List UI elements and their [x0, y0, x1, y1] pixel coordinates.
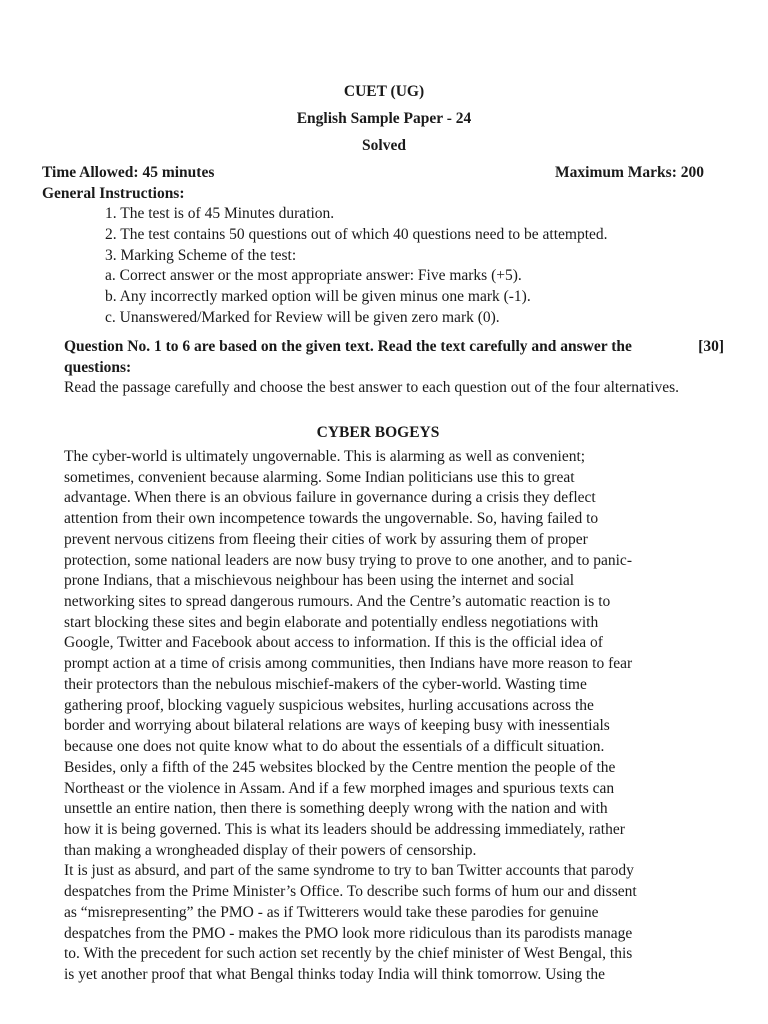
instruction-item: b. Any incorrectly marked option will be given minus one mark (-1). [105, 288, 531, 306]
passage-line: because one does not quite know what to do about the essentials of a difficult situation. [64, 738, 605, 756]
passage-line: gathering proof, blocking vaguely suspicious websites, hurling accusations across the [64, 696, 594, 714]
passage-line: prompt action at a time of crisis among communities, then Indians have more reason to fear [64, 655, 633, 673]
instruction-item: c. Unanswered/Marked for Review will be given zero mark (0). [105, 308, 500, 326]
passage-line: protection, some national leaders are now busy trying to prove to one another, and to panic- [64, 551, 632, 569]
question-heading [64, 337, 724, 378]
passage-line: than making a wrongheaded display of their powers of censorship. [64, 841, 477, 859]
passage-line: prone Indians, that a mischievous neighbour has been using the internet and social [64, 572, 575, 590]
meta-row [42, 163, 704, 183]
instruction-item: 2. The test contains 50 questions out of which 40 questions need to be attempted. [105, 225, 608, 243]
exam-title: CUET (UG) [343, 83, 425, 100]
passage-line: how it is being governed. This is what its leaders should be addressing immediately, rather [64, 820, 625, 838]
passage-line: prevent nervous citizens from fleeing their cities of work by assuring them of proper [64, 530, 588, 548]
passage-line: despatches from the PMO - makes the PMO look more ridiculous than its parodists manage [64, 924, 633, 942]
paper-subtitle: English Sample Paper - 24 [296, 110, 472, 127]
passage-line: as “misrepresenting” the PMO - as if Twitterers would take these parodies for genuine [64, 903, 599, 921]
instruction-item: 1. The test is of 45 Minutes duration. [105, 205, 335, 222]
passage-line: to. With the precedent for such action set recently by the chief minister of West Bengal, this [64, 945, 633, 963]
solved-label: Solved [362, 137, 406, 154]
question-marks: [30] [698, 338, 724, 355]
passage-line: is yet another proof that what Bengal thinks today India will think tomorrow. Using the [64, 965, 605, 983]
question-heading-text: Question No. 1 to 6 are based on the given text. Read the text carefully and answer the questions: [64, 338, 632, 376]
passage-line: Northeast or the violence in Assam. And if a few morphed images and spurious texts can [64, 779, 615, 797]
question-instruction: Read the passage carefully and choose the best answer to each question out of the four alternatives. [64, 379, 680, 396]
passage-line: The cyber-world is ultimately ungovernable. This is alarming as well as convenient; [64, 448, 586, 465]
passage-line: Besides, only a fifth of the 245 websites blocked by the Centre mention the people of the [64, 758, 616, 776]
passage-line: advantage. When there is an obvious failure in governance during a crisis they deflect [64, 489, 596, 507]
maximum-marks: Maximum Marks: 200 [555, 164, 704, 181]
passage-line: networking sites to spread dangerous rumours. And the Centre’s automatic reaction is to [64, 593, 611, 611]
question-block [64, 337, 724, 399]
passage-line: their protectors than the nebulous mischief-makers of the cyber-world. Wasting time [64, 675, 587, 693]
passage-line: start blocking these sites and begin elaborate and potentially endless negotiations with [64, 613, 599, 631]
instruction-item: 3. Marking Scheme of the test: [105, 246, 297, 264]
time-allowed: Time Allowed: 45 minutes [42, 164, 215, 181]
passage-line: attention from their own incompetence towards the ungovernable. So, having failed to [64, 510, 599, 528]
passage-line: Google, Twitter and Facebook about access to information. If this is the official idea of [64, 634, 603, 652]
passage-text [64, 447, 704, 986]
instruction-item: a. Correct answer or the most appropriate answer: Five marks (+5). [105, 267, 522, 285]
passage-line: sometimes, convenient because alarming. Some Indian politicians use this to great [64, 468, 575, 486]
passage-line: unsettle an entire nation, then there is something deeply wrong with the nation and with [64, 800, 608, 818]
instructions-list [105, 204, 725, 329]
general-instructions-heading: General Instructions: [42, 185, 185, 202]
passage-title: CYBER BOGEYS [316, 424, 440, 441]
passage-line: It is just as absurd, and part of the same syndrome to try to ban Twitter accounts that parody [64, 862, 634, 880]
passage-line: despatches from the Prime Minister’s Office. To describe such forms of hum our and dissent [64, 883, 637, 901]
passage-line: border and worrying about bilateral relations are ways of keeping busy with inessentials [64, 717, 610, 735]
